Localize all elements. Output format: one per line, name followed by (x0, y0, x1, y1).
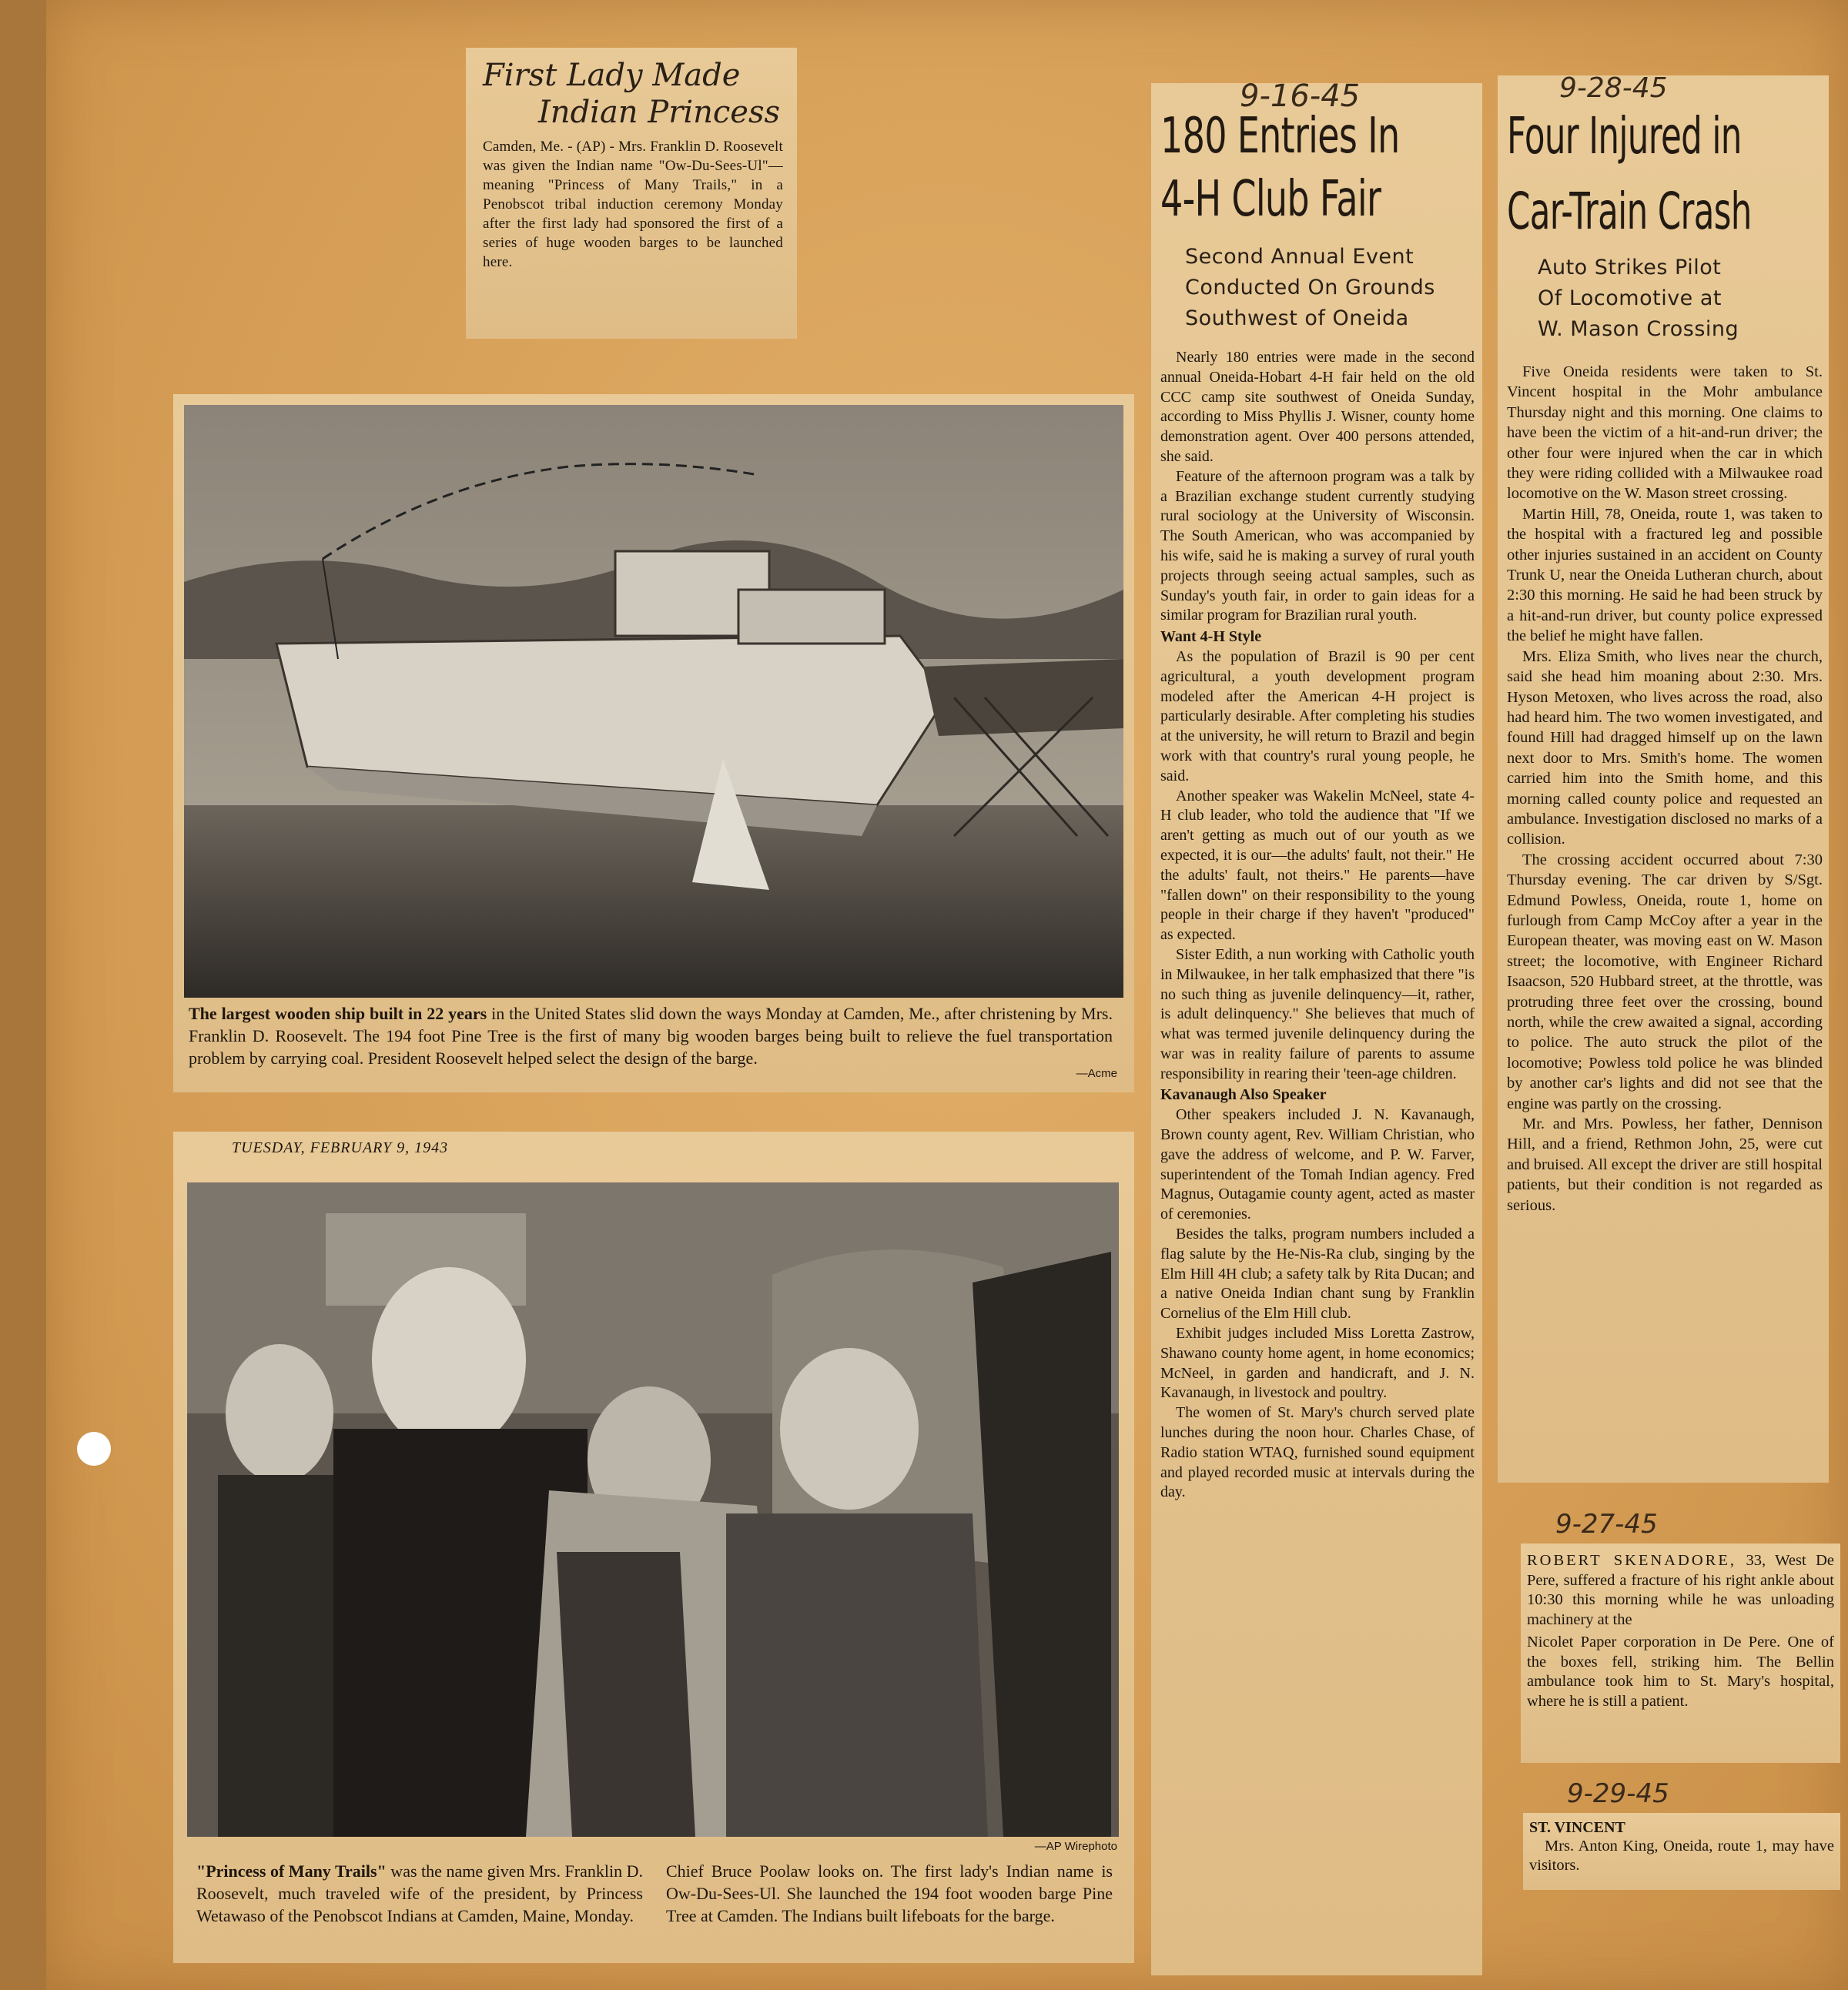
article-body: Camden, Me. - (AP) - Mrs. Franklin D. Roosevelt was given the Indian name "Ow-Du-Sees-Ul"—meaning "Princess of Many Trails," in a Penobscot tribal induction ceremony Monday after the first lady had sponsored the first of a series of huge wooden barges to be launched here. (483, 139, 783, 270)
article-body: ROBERT SKENADORE, 33, West De Pere, suffered a fracture of his right ankle about 10:30 this morning while he was unloading machinery at the Nicolet Paper corporation in De Pere. One of the boxes fell, striking him. The Bellin ambulance took him to St. Mary's hospital, where he is still a patient. (1527, 1552, 1834, 1710)
clip-st-vincent (1523, 1813, 1840, 1890)
clip-ship-photo (173, 394, 1134, 1092)
clip-4h-fair (1151, 83, 1482, 1975)
article-body: Mrs. Anton King, Oneida, route 1, may have visitors. (1529, 1838, 1834, 1874)
handwritten-date-skenadore: 9-27-45 (1555, 1509, 1658, 1540)
handwritten-date: 9-16-45 (1240, 83, 1361, 114)
dateline: TUESDAY, FEBRUARY 9, 1943 (232, 1139, 449, 1156)
headline: 180 Entries In 4-H Club Fair (1160, 108, 1400, 228)
princess-ceremony-photo (187, 1182, 1119, 1837)
ship-caption: The largest wooden ship built in 22 years in the United States slid down the ways Monday at Camden, Me., after christening by Mrs. Franklin D. Roosevelt. The 194 foot Pine Tree is the first of many big wooden barges being built to relieve the fuel transportation problem by carrying coal. President Roosevelt helped select the design of the barge. (189, 1004, 1113, 1068)
clip-car-train-crash (1498, 75, 1829, 1483)
article-body: Five Oneida residents were taken to St. Vincent hospital in the Mohr ambulance Thursday night and this morning. One claims to have been the victim of a hit-and-run driver; the other four were injured when the car in which they were riding collided with a Milwaukee road locomotive on the W. Mason street crossing. Martin Hill, 78, Oneida, route 1, was taken to the hospital with a fractured leg and possible other injuries sustained in an accident on County Trunk U, near the Oneida Lutheran church, about 2:30 this morning. He said he had been struck by a hit-and-run driver, but county police expressed the belief he might have fallen. Mrs. Eliza Smith, who lives near the church, said she head him moaning about 2:30. Mrs. Hyson Metoxen, who lives across the road, also had heard him. The two women investigated, and found Hill had dragged himself up on the lawn next door to Mrs. Smith's home. The women carried him into the Smith home, and this morning called county police and requested an ambulance. Investigation disclosed no marks of a collision. The crossing accident occurred about 7:30 Thursday evening. The car driven by S/Sgt. Edmund Powless, Oneida, route 1, home on furlough from Camp McCoy after a year in the European theater, was moving east on W. Mason street; the locomotive, with Engineer Richard Isaacson, 520 Hubbard street, at the throttle, was protruding three feet over the crossing, bound north, while the crew awaited a signal, according to police. The auto struck the pilot of the locomotive; Powless told police he was blinded by another car's lights and did not see that the engine was partly on the crossing. Mr. and Mrs. Powless, her father, Dennison Hill, and a friend, Rethmon John, 25, were cut and bruised. All except the driver are still hospital patients, but their condition is not regarded as serious. (1507, 363, 1823, 1214)
subheadline: Auto Strikes Pilot Of Locomotive at W. Mason Crossing (1538, 256, 1739, 341)
handwritten-date: 9-28-45 (1559, 75, 1668, 104)
photo-credit: —AP Wirephoto (1034, 1840, 1117, 1853)
heading: ST. VINCENT (1529, 1819, 1625, 1836)
clip-skenadore (1521, 1544, 1840, 1763)
ceremony-image (187, 1182, 1119, 1837)
ship-launch-photo (184, 405, 1123, 998)
subheadline: Second Annual Event Conducted On Grounds Southwest of Oneida (1185, 245, 1435, 330)
article-body: Nearly 180 entries were made in the second annual Oneida-Hobart 4-H fair held on the old CCC camp site southwest of Oneida Sunday, according to Miss Phyllis J. Wisner, county home demonstration agent. Over 400 persons attended, she said. Feature of the afternoon program was a talk by a Brazilian exchange student currently studying rural sociology at the University of Wisconsin. The South American, who was accompanied by his wife, said he is making a survey of rural youth projects through seeing actual samples, such as Sunday's youth fair, in order to gain ideas for a similar program for Brazilian rural youth. Want 4-H Style As the population of Brazil is 90 per cent agricultural, a youth development program modeled after the American 4-H project is particularly desirable. After completing his studies at the university, he will return to Brazil and begin work with that country's rural young people, he said. Another speaker was Wakelin McNeel, state 4-H club leader, who told the audience that "If we aren't getting as much out of our youth as we expected, it is our—the adults' fault, not their." He the adults' fault, not theirs." He parents—have "fallen down" on their responsibility to the young people in their charge if they haven't "produced" as expected. Sister Edith, a nun working with Catholic youth in Milwaukee, in her talk emphasized that there "is no such thing as juvenile delinquency—it, rather, is adult delinquency." She believes that much of what was termed juvenile delinquency during the war was in reality failure of parents to assume responsibility in rearing their 'teen-age children. Kavanaugh Also Speaker Other speakers included J. N. Kavanaugh, Brown county agent, Rev. William Christian, who gave the address of welcome, and P. W. Farver, superintendent of the Tomah Indian agency. Fred Magnus, Outagamie county agent, acted as master of ceremonies. Besides the talks, program numbers included a flag salute by the He-Nis-Ra club, singing by the Elm Hill 4H club; a safety talk by Rita Ducan; and a native Oneida Indian chant sung by Franklin Cornelius of the Elm Hill club. Exhibit judges included Miss Loretta Zastrow, Shawano county home agent, in home economics; McNeel, in garden and handicraft, and J. N. Kavanaugh, in livestock and poultry. The women of St. Mary's church served plate lunches during the noon hour. Charles Chase, of Radio station WTAQ, furnished sound equipment and played recorded music at intervals during the day. (1160, 349, 1475, 1501)
punch-hole (77, 1432, 111, 1466)
clip-princess-photo (173, 1132, 1134, 1963)
caption-left: "Princess of Many Trails" was the name given Mrs. Franklin D. Roosevelt, much traveled wife of the president, by Princess Wetawaso of the Penobscot Indians at Camden, Maine, Monday. (196, 1861, 644, 1925)
handwritten-date-st-vincent: 9-29-45 (1567, 1778, 1669, 1809)
headline: First Lady Made Indian Princess (483, 58, 781, 130)
clip-first-lady (466, 48, 797, 339)
headline: Four Injured in Car-Train Crash (1507, 106, 1752, 241)
caption-right: Chief Bruce Poolaw looks on. The first lady's Indian name is Ow-Du-Sees-Ul. She launched the 194 foot wooden barge Pine Tree at Camden. The Indians built lifeboats for the barge. (666, 1861, 1113, 1925)
photo-credit: —Acme (1076, 1067, 1117, 1080)
ship-image (184, 405, 1123, 998)
